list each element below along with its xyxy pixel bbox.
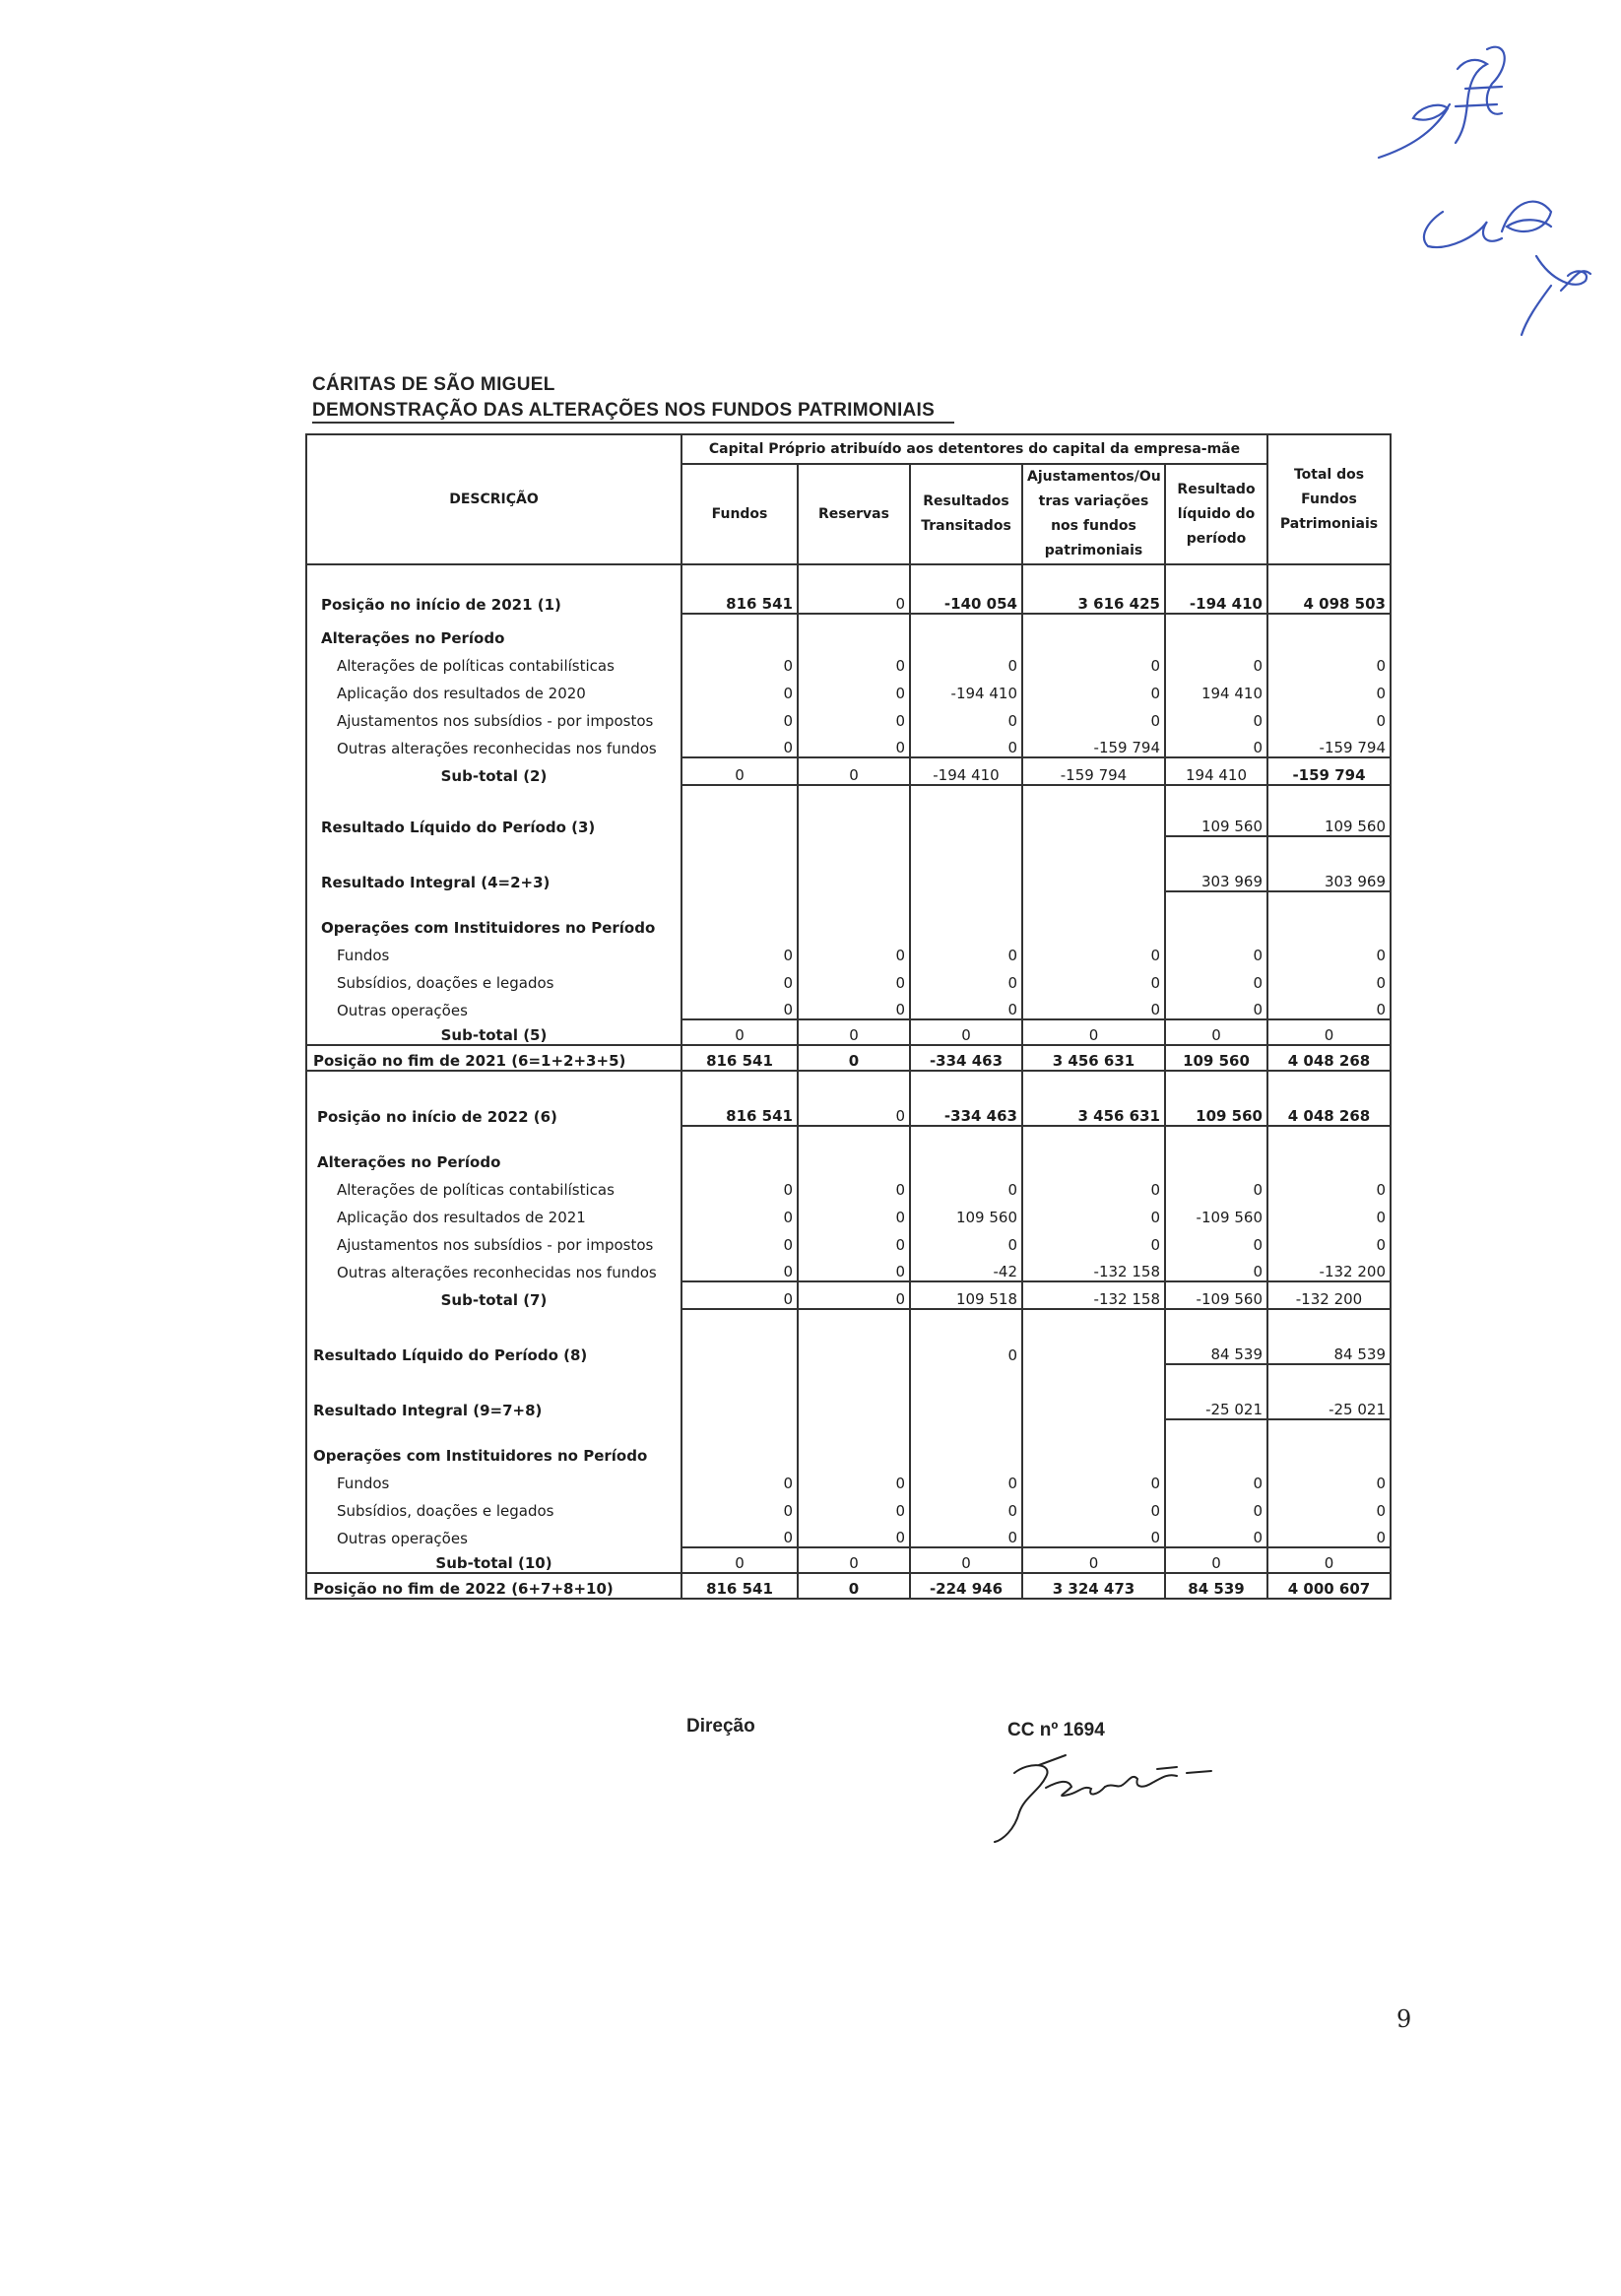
section-heading: Operações com Instituidores no Período xyxy=(306,1419,681,1465)
table-row: Resultado Líquido do Período (8) 0 84 539 84 539 xyxy=(306,1309,1391,1364)
direcao-label: Direção xyxy=(686,1716,755,1737)
table-row: Outras operações 0 0 0 0 0 0 xyxy=(306,992,1391,1019)
subtotal-row: Sub-total (7) 0 0 109 518 -132 158 -109 560 -132 200 xyxy=(306,1281,1391,1309)
table-row: Posição no início de 2021 (1) 816 541 0 -140 054 3 616 425 -194 410 4 098 503 xyxy=(306,564,1391,614)
handwritten-initials-signature xyxy=(1339,10,1595,335)
section-heading: Alterações no Período xyxy=(306,614,681,647)
table-row: Resultado Integral (9=7+8) -25 021 -25 021 xyxy=(306,1364,1391,1419)
header-total: Total dos Fundos Patrimoniais xyxy=(1267,434,1391,564)
subtotal-row: Sub-total (2) 0 0 -194 410 -159 794 194 410 -159 794 xyxy=(306,757,1391,785)
table-row: Fundos 0 0 0 0 0 0 xyxy=(306,937,1391,964)
table-row: Fundos 0 0 0 0 0 0 xyxy=(306,1465,1391,1492)
table-row: Alterações de políticas contabilísticas 0 0 0 0 0 0 xyxy=(306,1171,1391,1199)
table-row: Outras operações 0 0 0 0 0 0 xyxy=(306,1520,1391,1547)
handwritten-signature xyxy=(985,1743,1221,1852)
table-row: Subsídios, doações e legados 0 0 0 0 0 0 xyxy=(306,1492,1391,1520)
page-number: 9 xyxy=(1396,2005,1412,2033)
cc-number-label: CC nº 1694 xyxy=(1007,1720,1105,1740)
table-row: Resultado Integral (4=2+3) 303 969 303 969 xyxy=(306,836,1391,891)
table-row: Posição no fim de 2022 (6+7+8+10) 816 541 0 -224 946 3 324 473 84 539 4 000 607 xyxy=(306,1573,1391,1599)
header-reservas: Reservas xyxy=(798,464,910,564)
table-row: Outras alterações reconhecidas nos fundos 0 0 0 -159 794 0 -159 794 xyxy=(306,730,1391,757)
table-row: Posição no início de 2022 (6) 816 541 0 -334 463 3 456 631 109 560 4 048 268 xyxy=(306,1071,1391,1126)
table-row: Alterações de políticas contabilísticas 0 0 0 0 0 0 xyxy=(306,647,1391,675)
subtotal-row: Sub-total (5) 0 0 0 0 0 0 xyxy=(306,1019,1391,1045)
header-resultados-transitados: Resultados Transitados xyxy=(910,464,1022,564)
table-row: Subsídios, doações e legados 0 0 0 0 0 0 xyxy=(306,964,1391,992)
header-ajustamentos: Ajustamentos/Ou tras variações nos fundos patrimoniais xyxy=(1022,464,1165,564)
table-row: Aplicação dos resultados de 2020 0 0 -194 410 0 194 410 0 xyxy=(306,675,1391,702)
subtotal-row: Sub-total (10) 0 0 0 0 0 0 xyxy=(306,1547,1391,1573)
equity-changes-table xyxy=(305,433,1392,1600)
section-heading: Alterações no Período xyxy=(306,1126,681,1171)
section-heading: Operações com Instituidores no Período xyxy=(306,891,681,937)
document-title: DEMONSTRAÇÃO DAS ALTERAÇÕES NOS FUNDOS PATRIMONIAIS xyxy=(312,400,954,424)
organization-name: CÁRITAS DE SÃO MIGUEL xyxy=(312,374,555,395)
table-row: Ajustamentos nos subsídios - por impostos 0 0 0 0 0 0 xyxy=(306,1226,1391,1254)
header-fundos: Fundos xyxy=(681,464,798,564)
header-resultado-liquido: Resultado líquido do período xyxy=(1165,464,1267,564)
header-capital-proprio: Capital Próprio atribuído aos detentores do capital da empresa-mãe xyxy=(681,434,1267,464)
table-row: Posição no fim de 2021 (6=1+2+3+5) 816 541 0 -334 463 3 456 631 109 560 4 048 268 xyxy=(306,1045,1391,1071)
table-row: Ajustamentos nos subsídios - por impostos 0 0 0 0 0 0 xyxy=(306,702,1391,730)
table-row: Outras alterações reconhecidas nos fundos 0 0 -42 -132 158 0 -132 200 xyxy=(306,1254,1391,1281)
header-descricao: DESCRIÇÃO xyxy=(306,434,681,564)
table-row: Resultado Líquido do Período (3) 109 560 109 560 xyxy=(306,785,1391,836)
table-row: Aplicação dos resultados de 2021 0 0 109 560 0 -109 560 0 xyxy=(306,1199,1391,1226)
